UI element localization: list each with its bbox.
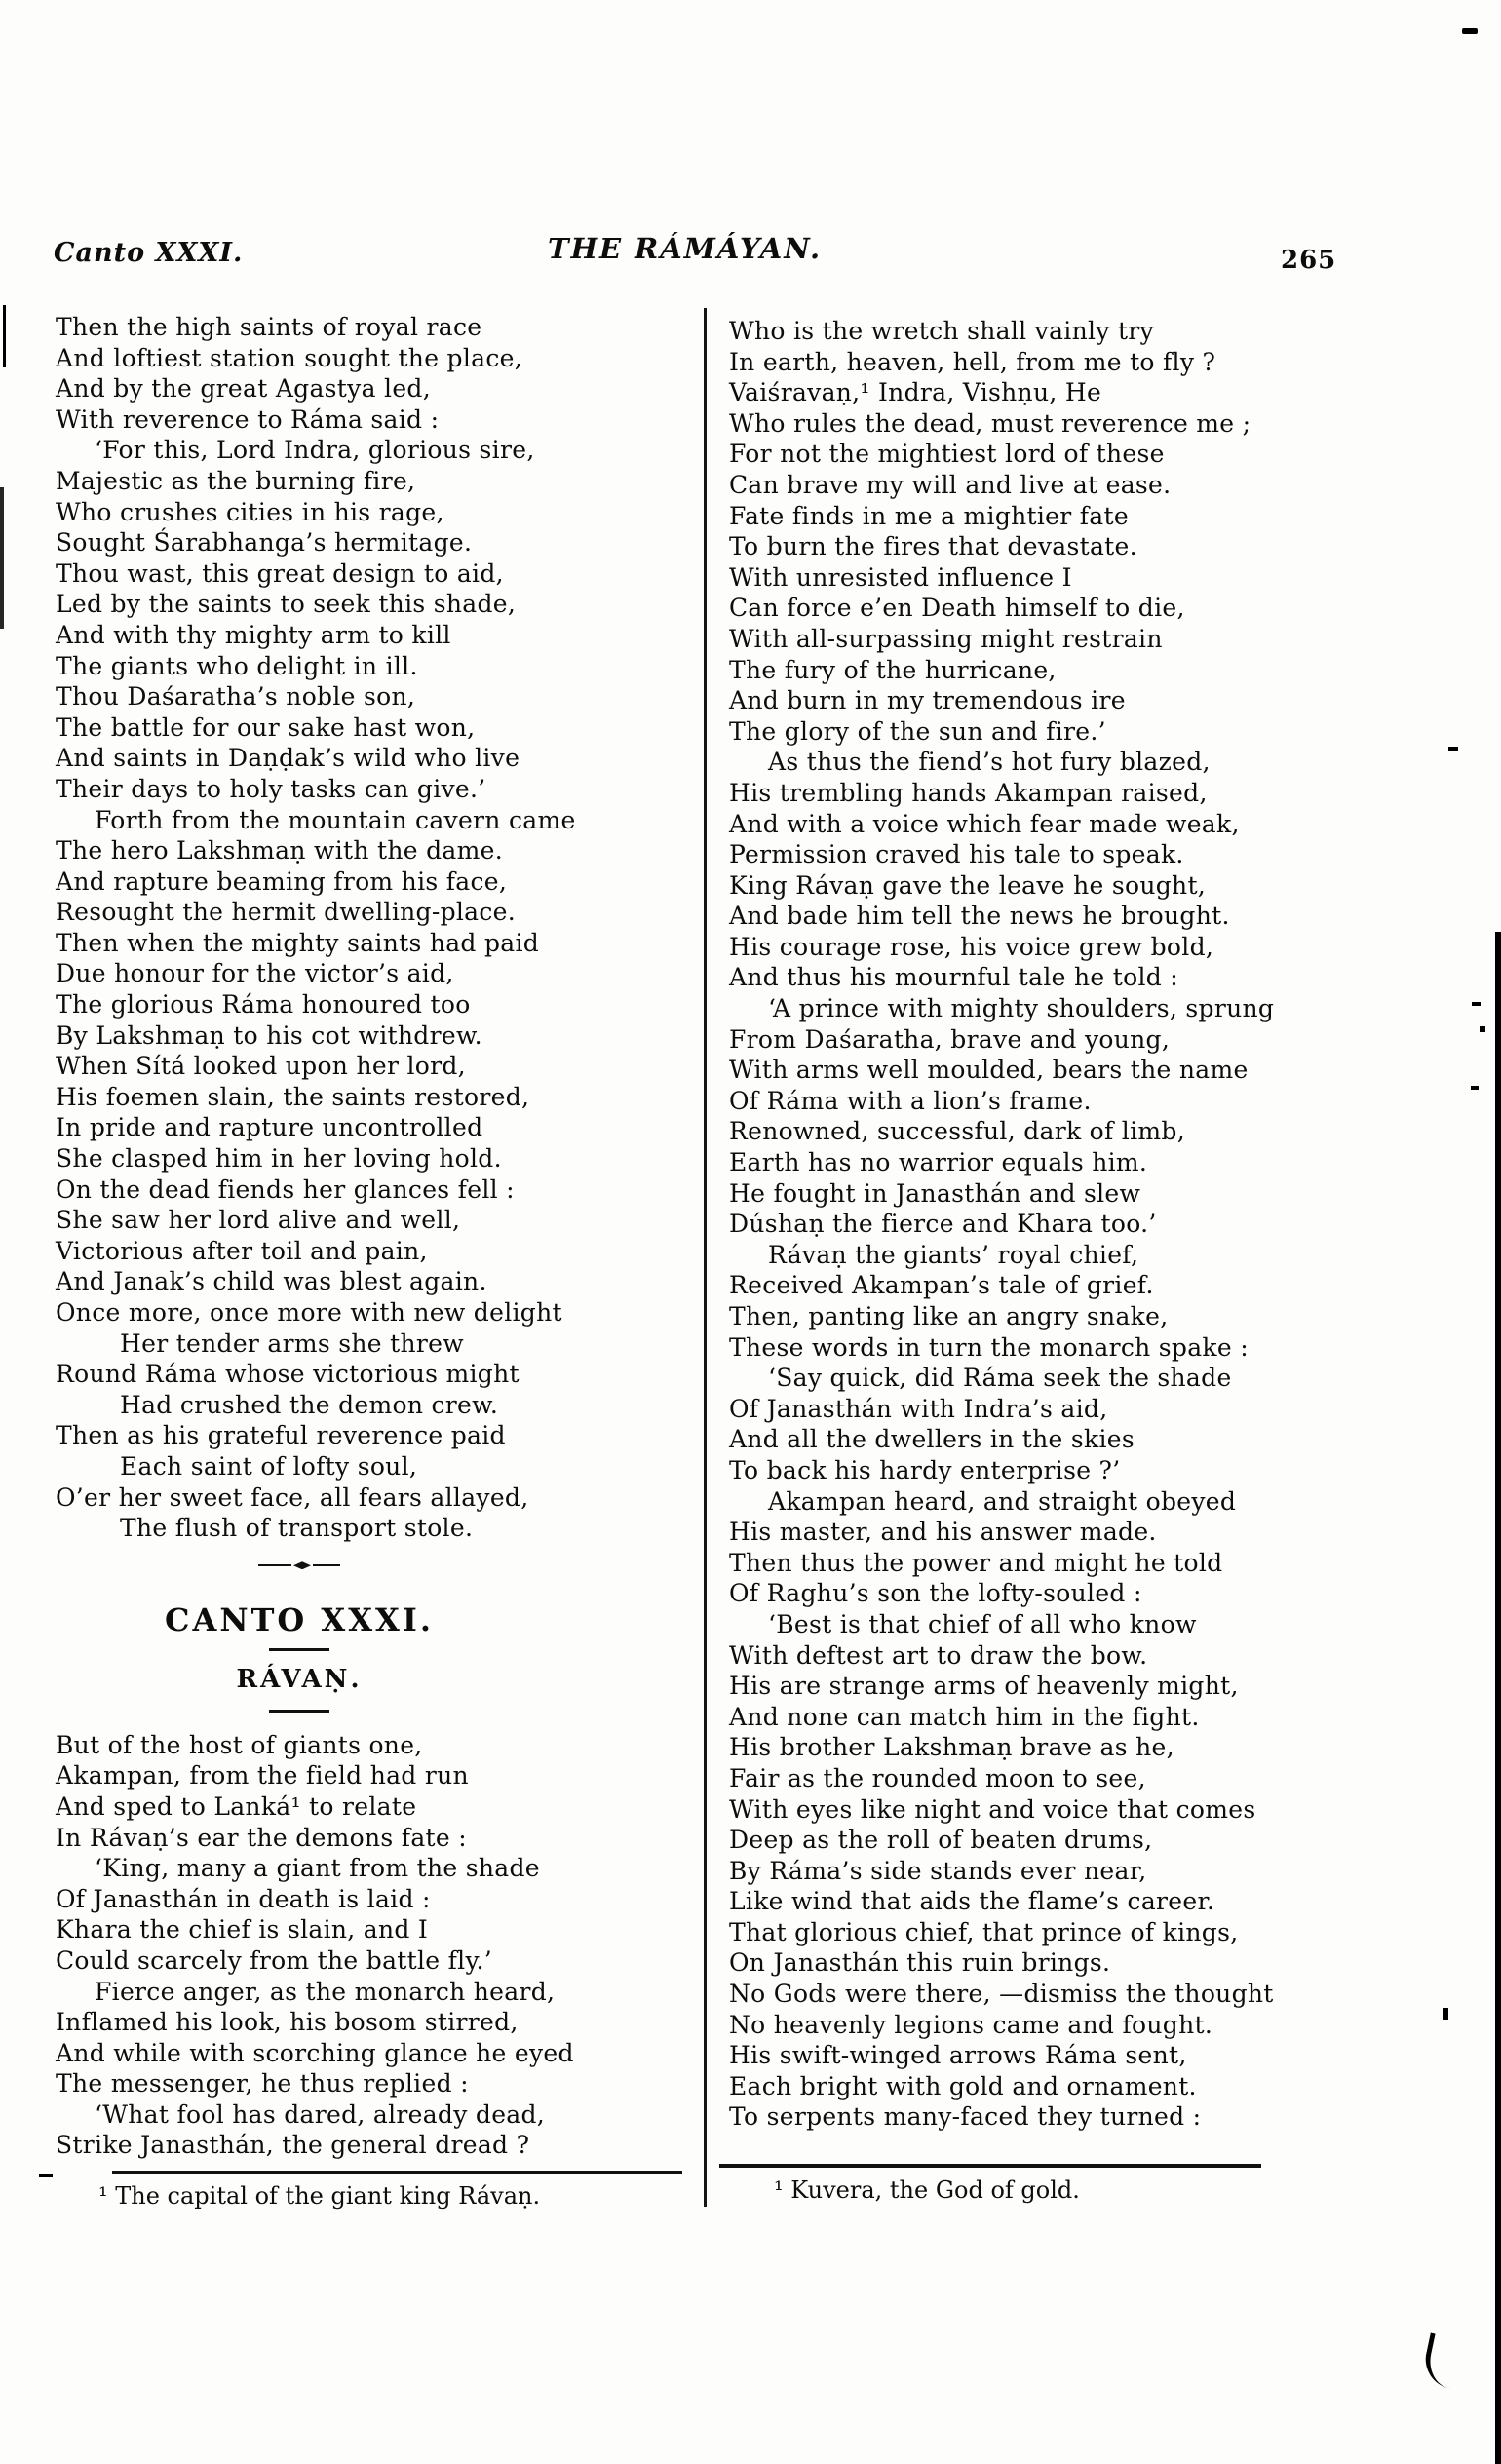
poem-line: The battle for our sake hast won, — [56, 712, 476, 742]
poem-line: O’er her sweet face, all fears allayed, — [56, 1482, 529, 1512]
poem-block — [729, 316, 1455, 2133]
poem-line: The giants who delight in ill. — [56, 651, 418, 680]
poem-line: Can force e’en Death himself to die, — [729, 594, 1185, 623]
right-column — [729, 316, 1455, 2205]
poem-line: But of the host of giants one, — [56, 1730, 423, 1759]
poem-line: On the dead fiends her glances fell : — [56, 1174, 515, 1204]
poem-line: And none can match him in the fight. — [729, 1702, 1200, 1731]
poem-line: Of Raghu’s son the lofty-souled : — [729, 1579, 1142, 1608]
poem-line: Majestic as the burning fire, — [56, 466, 416, 495]
poem-line: Sought Śarabhanga’s hermitage. — [56, 528, 473, 558]
poem-line: His brother Lakshmaṇ brave as he, — [729, 1733, 1174, 1762]
poem-line: ‘Say quick, did Ráma seek the shade — [768, 1364, 1232, 1393]
poem-line: Had crushed the demon crew. — [120, 1390, 499, 1419]
poem-line: Vaiśravaṇ,¹ Indra, Vishṇu, He — [729, 378, 1102, 407]
poem-line: Then thus the power and might he told — [729, 1548, 1223, 1577]
poem-line: Who is the wretch shall vainly try — [729, 317, 1154, 345]
poem-line: Khara the chief is slain, and I — [56, 1915, 429, 1944]
poem-line: His trembling hands Akampan raised, — [729, 778, 1208, 807]
poem-line: On Janasthán this ruin brings. — [729, 1948, 1111, 1978]
poem-block — [56, 1730, 705, 2161]
poem-line: His swift-winged arrows Ráma sent, — [729, 2041, 1187, 2070]
poem-line: Thou wast, this great design to aid, — [56, 558, 504, 588]
poem-line: Round Ráma whose victorious might — [56, 1360, 520, 1389]
poem-line: Renowned, successful, dark of limb, — [729, 1117, 1185, 1146]
poem-line: Akampan, from the field had run — [56, 1761, 469, 1790]
poem-line: Fierce anger, as the monarch heard, — [95, 1977, 556, 2006]
scan-artifact-hook — [1420, 2332, 1460, 2388]
footnote-left: ¹ The capital of the giant king Rávaṇ. — [98, 2182, 541, 2211]
poem-line: Could scarcely from the battle fly.’ — [56, 1945, 493, 1975]
poem-line: Victorious after toil and pain, — [56, 1236, 428, 1265]
poem-line: For not the mightiest lord of these — [729, 440, 1165, 469]
poem-line: His master, and his answer made. — [729, 1518, 1157, 1547]
poem-line: And sped to Lanká¹ to relate — [56, 1791, 417, 1821]
scan-artifact-dash — [1462, 28, 1478, 34]
canto-heading: CANTO XXXI. — [165, 1600, 434, 1638]
scan-artifact-speck — [1480, 1026, 1485, 1032]
poem-line: And loftiest station sought the place, — [56, 343, 523, 372]
poem-line: By Lakshmaṇ to his cot withdrew. — [56, 1020, 482, 1050]
poem-line: From Daśaratha, brave and young, — [729, 1024, 1171, 1054]
poem-line: And with a voice which fear made weak, — [729, 809, 1240, 838]
poem-line: And saints in Daṇḍak’s wild who live — [56, 744, 520, 773]
poem-line: To serpents many-faced they turned : — [729, 2102, 1202, 2132]
poem-line: And all the dwellers in the skies — [729, 1425, 1135, 1454]
poem-line: Like wind that aids the flame’s career. — [729, 1887, 1215, 1916]
poem-line: With arms well moulded, bears the name — [729, 1056, 1249, 1085]
poem-line: ‘Best is that chief of all who know — [768, 1609, 1197, 1638]
poem-line: Due honour for the victor’s aid, — [56, 959, 454, 988]
poem-line: When Sítá looked upon her lord, — [56, 1052, 466, 1081]
poem-line: Who crushes cities in his rage, — [56, 497, 444, 526]
poem-line: Once more, once more with new delight — [56, 1298, 562, 1327]
poem-line: Permission craved his tale to speak. — [729, 840, 1184, 869]
poem-line: And Janak’s child was blest again. — [56, 1267, 487, 1296]
running-head-canto: Canto XXXI. — [54, 238, 244, 268]
poem-line: In pride and rapture uncontrolled — [56, 1113, 483, 1142]
poem-line: ‘For this, Lord Indra, glorious sire, — [95, 436, 535, 465]
heading-rule — [269, 1648, 329, 1651]
scan-artifact-dash — [39, 2174, 53, 2177]
poem-block — [56, 312, 705, 1544]
scan-artifact-speck — [1472, 1002, 1481, 1006]
poem-line: Fate finds in me a mightier fate — [729, 501, 1129, 530]
poem-line: With eyes like night and voice that comes — [729, 1794, 1256, 1824]
poem-line: ‘King, many a giant from the shade — [95, 1854, 540, 1883]
footnote-right: ¹ Kuvera, the God of gold. — [774, 2176, 1080, 2205]
poem-line: To back his hardy enterprise ?’ — [729, 1455, 1121, 1484]
poem-line: No Gods were there, —dismiss the thought — [729, 1980, 1274, 2009]
poem-line: The glory of the sun and fire.’ — [729, 716, 1106, 746]
poem-line: Of Ráma with a lion’s frame. — [729, 1086, 1092, 1115]
poem-line: His foemen slain, the saints restored, — [56, 1082, 530, 1111]
poem-line: His courage rose, his voice grew bold, — [729, 932, 1214, 961]
poem-line: Rávaṇ the giants’ royal chief, — [768, 1240, 1139, 1269]
poem-line: Deep as the roll of beaten drums, — [729, 1826, 1153, 1855]
poem-line: Akampan heard, and straight obeyed — [768, 1486, 1237, 1516]
poem-line: To burn the fires that devastate. — [729, 532, 1137, 561]
poem-line: Can brave my will and live at ease. — [729, 470, 1172, 499]
poem-line: King Rávaṇ gave the leave he sought, — [729, 870, 1207, 900]
poem-line: And rapture beaming from his face, — [56, 866, 508, 896]
poem-line: Each bright with gold and ornament. — [729, 2071, 1197, 2100]
poem-line: And by the great Agastya led, — [56, 374, 431, 404]
poem-line: And burn in my tremendous ire — [729, 686, 1126, 715]
scan-artifact-left-streak — [0, 487, 4, 629]
poem-line: Fair as the rounded moon to see, — [729, 1763, 1146, 1792]
poem-line: And while with scorching glance he eyed — [56, 2038, 574, 2067]
poem-line: In Rávaṇ’s ear the demons fate : — [56, 1823, 467, 1852]
scan-artifact-speck — [1471, 1086, 1479, 1090]
poem-line: Earth has no warrior equals him. — [729, 1148, 1148, 1177]
poem-line: With all-surpassing might restrain — [729, 624, 1163, 653]
poem-line: She saw her lord alive and well, — [56, 1206, 461, 1235]
scan-artifact-speck — [1443, 2008, 1448, 2020]
scan-artifact-page-edge — [1495, 932, 1501, 2464]
ornament-diamond — [293, 1561, 311, 1569]
poem-line: ‘A prince with mighty shoulders, sprung — [768, 994, 1275, 1023]
poem-line: He fought in Janasthán and slew — [729, 1178, 1141, 1208]
footnote-rule — [719, 2164, 1261, 2168]
poem-line: The fury of the hurricane, — [729, 655, 1057, 684]
subheading-rule — [269, 1710, 329, 1713]
poem-line: By Ráma’s side stands ever near, — [729, 1856, 1147, 1885]
section-ornament — [56, 1561, 543, 1570]
poem-line: With unresisted influence I — [729, 562, 1072, 592]
page-number: 265 — [1281, 246, 1337, 275]
poem-line: Thou Daśaratha’s noble son, — [56, 682, 416, 712]
poem-line: Forth from the mountain cavern came — [95, 805, 576, 834]
scan-artifact-speck — [1448, 747, 1458, 751]
poem-line: His are strange arms of heavenly might, — [729, 1672, 1239, 1701]
poem-line: As thus the fiend’s hot fury blazed, — [768, 748, 1211, 777]
poem-line: Led by the saints to seek this shade, — [56, 590, 517, 619]
poem-line: Dúshaṇ the fierce and Khara too.’ — [729, 1210, 1157, 1239]
poem-line: And bade him tell the news he brought. — [729, 902, 1230, 931]
poem-line: Resought the hermit dwelling-place. — [56, 898, 517, 927]
poem-line: And thus his mournful tale he told : — [729, 963, 1179, 992]
poem-line: That glorious chief, that prince of kings, — [729, 1917, 1239, 1946]
poem-line: Each saint of lofty soul, — [120, 1451, 418, 1481]
left-column — [56, 312, 705, 2211]
ornament-rule-left — [258, 1564, 291, 1566]
poem-line: ‘What fool has dared, already dead, — [95, 2099, 546, 2129]
poem-line: Then as his grateful reverence paid — [56, 1421, 506, 1450]
poem-line: And with thy mighty arm to kill — [56, 620, 451, 649]
ornament-rule-right — [313, 1564, 340, 1566]
poem-line: The messenger, he thus replied : — [56, 2069, 469, 2098]
poem-line: With deftest art to draw the bow. — [729, 1640, 1148, 1670]
poem-line: Then, panting like an angry snake, — [729, 1302, 1169, 1330]
poem-line: Of Janasthán with Indra’s aid, — [729, 1394, 1108, 1423]
poem-line: With reverence to Ráma said : — [56, 404, 440, 434]
poem-line: The hero Lakshmaṇ with the dame. — [56, 836, 503, 866]
running-head-title: THE RÁMÁYAN. — [548, 232, 823, 265]
poem-line: She clasped him in her loving hold. — [56, 1144, 502, 1174]
poem-line: The glorious Ráma honoured too — [56, 990, 471, 1020]
canto-subheading: RÁVAṆ. — [236, 1664, 363, 1694]
poem-line: Her tender arms she threw — [120, 1328, 464, 1358]
poem-line: Their days to holy tasks can give.’ — [56, 774, 486, 803]
poem-line: The flush of transport stole. — [120, 1514, 474, 1543]
poem-line: Inflamed his look, his bosom stirred, — [56, 2008, 519, 2037]
poem-line: These words in turn the monarch spake : — [729, 1332, 1249, 1362]
poem-line: Who rules the dead, must reverence me ; — [729, 408, 1251, 438]
scan-artifact-left-line — [3, 305, 6, 367]
poem-line: Received Akampan’s tale of grief. — [729, 1271, 1154, 1300]
poem-line: Then the high saints of royal race — [56, 313, 482, 341]
poem-line: Strike Janasthán, the general dread ? — [56, 2131, 530, 2160]
poem-line: Then when the mighty saints had paid — [56, 928, 540, 957]
footnote-rule — [112, 2171, 682, 2174]
poem-line: Of Janasthán in death is laid : — [56, 1884, 431, 1913]
poem-line: In earth, heaven, hell, from me to fly ? — [729, 347, 1216, 376]
poem-line: No heavenly legions came and fought. — [729, 2010, 1213, 2039]
